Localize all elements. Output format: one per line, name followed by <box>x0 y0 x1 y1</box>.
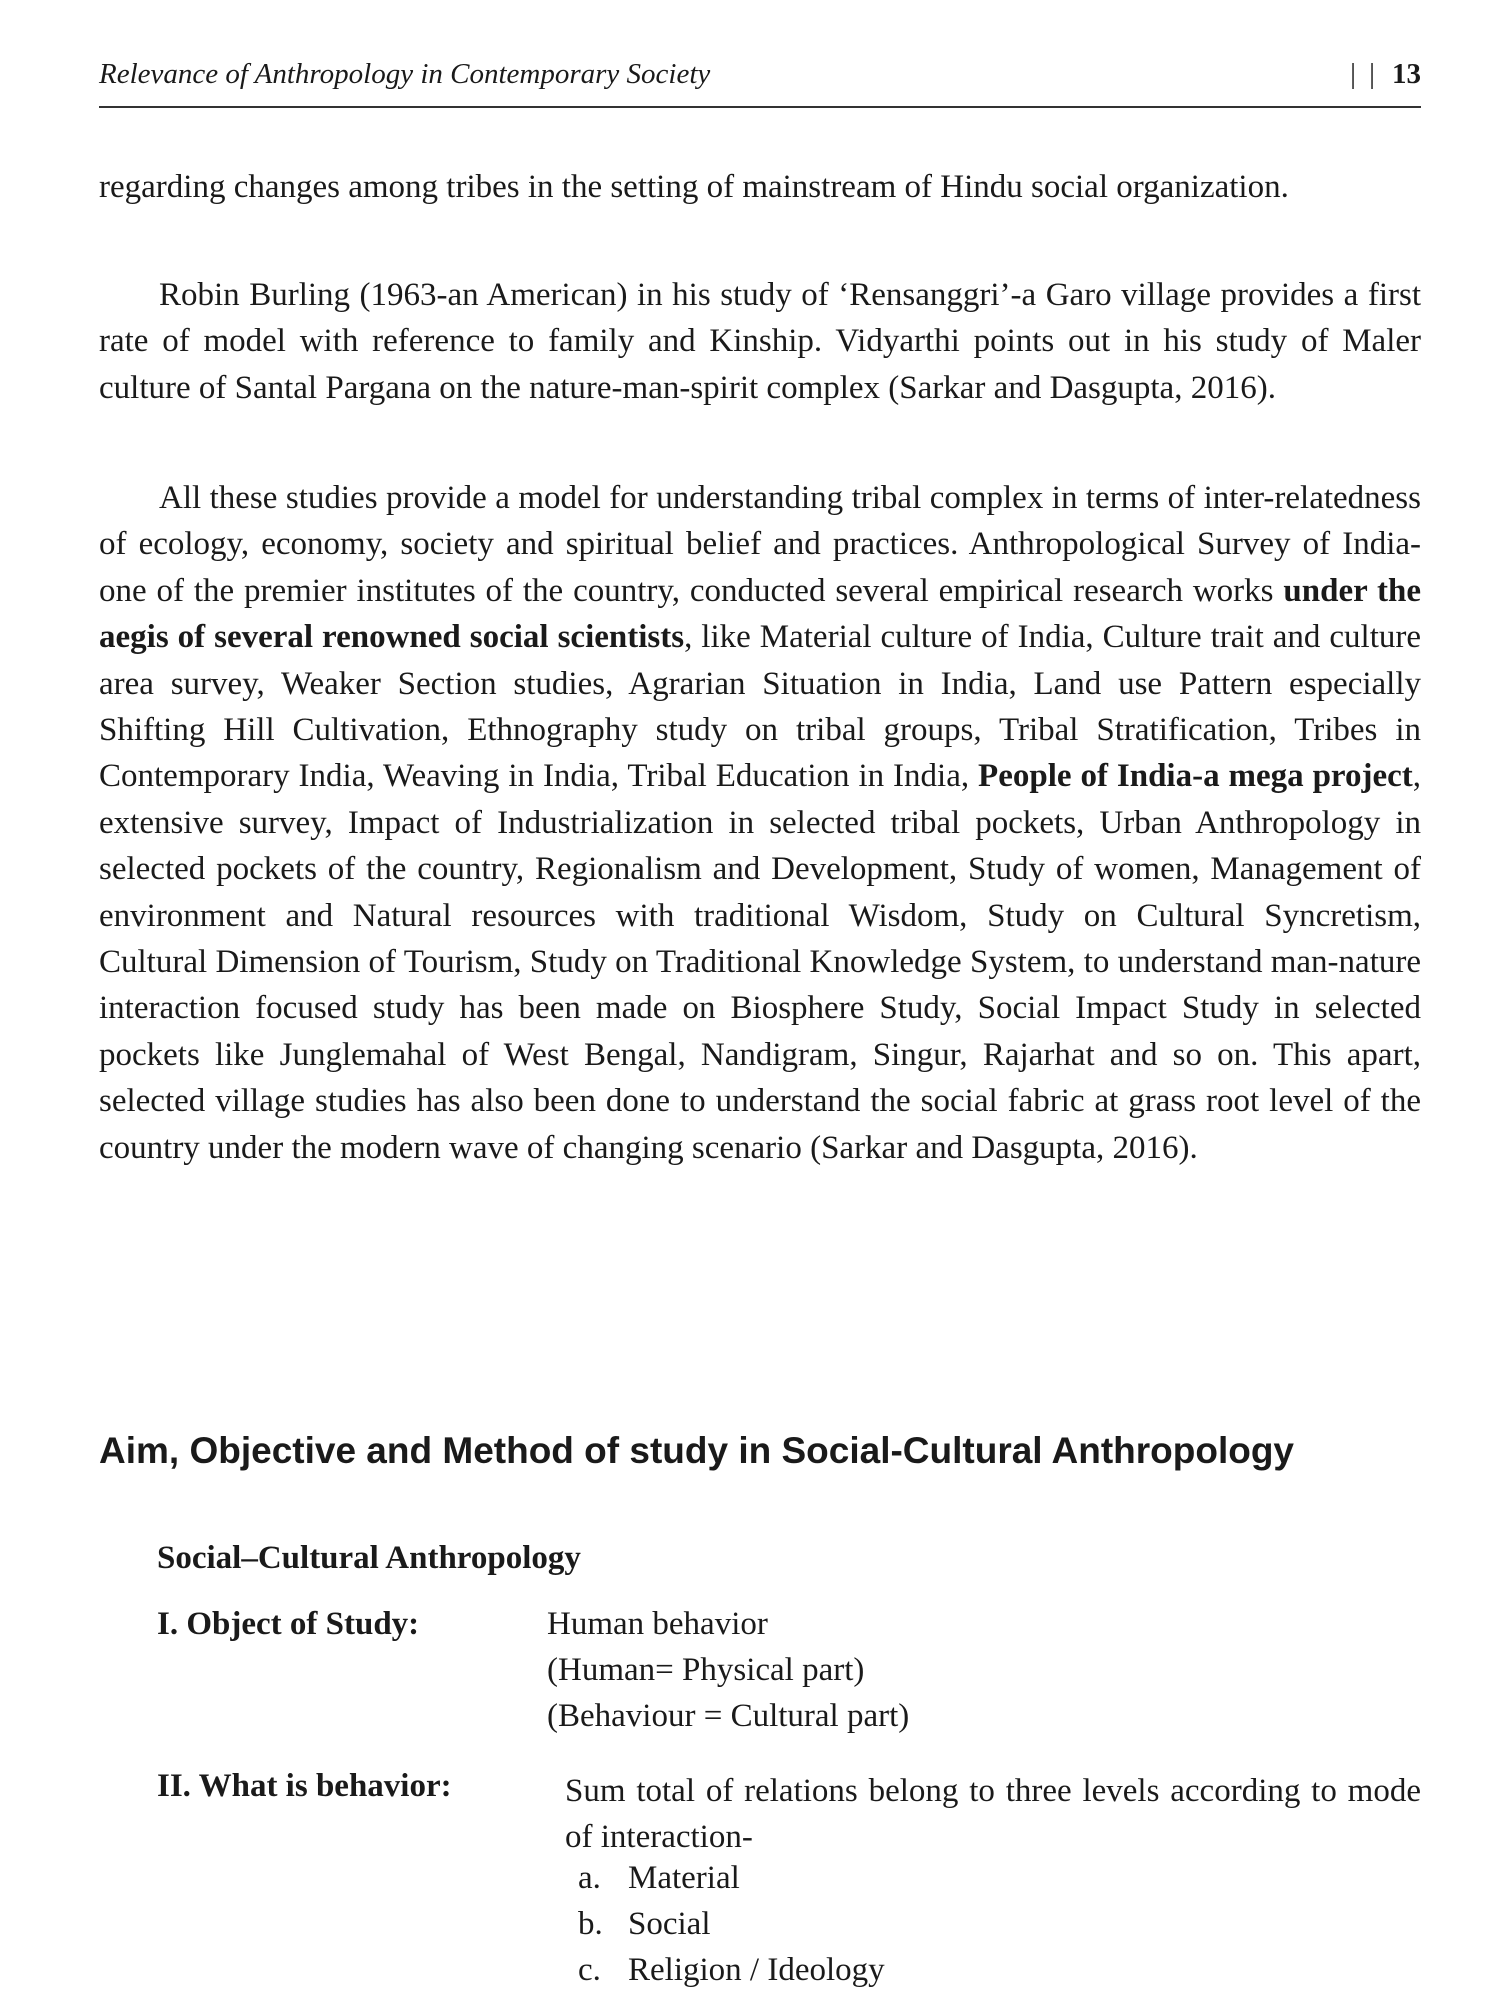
list-item-religion: Religion / Ideology <box>628 1952 885 1988</box>
object-of-study-line-3: (Behaviour = Cultural part) <box>547 1698 910 1734</box>
paragraph-3-text-1: All these studies provide a model for understanding tribal complex in terms of inter-relatedness of ecology, economy, society and spiritual belief and practices. Anthropological Survey of India-one of the premier institutes of the country, conducted several empirical research works <box>99 480 1421 609</box>
list-item-material: Material <box>628 1860 740 1896</box>
section-heading: Aim, Objective and Method of study in Social-Cultural Anthropology <box>99 1430 1295 1471</box>
object-of-study-line-1: Human behavior <box>547 1606 768 1642</box>
object-of-study-label: I. Object of Study: <box>157 1606 420 1642</box>
what-is-behavior-label: II. What is behavior: <box>157 1768 452 1804</box>
paragraph-3-text-2: , like Material culture of India, Culture trait and culture area survey, Weaker Section studies, Agrarian Situation in India, Land use Pattern especially Shifting Hill Cultivation, Ethnography study on tribal groups, Tribal Stratification, Tribes in Contemporary India, Weaving in India, Tribal Education in India, <box>99 619 1421 795</box>
paragraph-3-bold-1: under the aegis of several renowned social scientists <box>99 572 1421 656</box>
page-separator: | | <box>1350 58 1378 90</box>
paragraph-3 <box>99 475 1421 1171</box>
running-title: Relevance of Anthropology in Contemporary Society <box>99 58 711 90</box>
paragraph-2: Robin Burling (1963-an American) in his study of ‘Rensanggri’-a Garo village provides a first rate of model with reference to family and Kinship. Vidyarthi points out in his study of Maler culture of Santal Pargana on the nature-man-spirit complex (Sarkar and Dasgupta, 2016). <box>99 277 1421 406</box>
paragraph-3-bold-2: People of India-a mega project <box>978 758 1413 795</box>
object-of-study-line-2: (Human= Physical part) <box>547 1652 865 1688</box>
header-rule <box>99 106 1421 108</box>
list-marker-a: a. <box>578 1860 601 1896</box>
list-marker-c: c. <box>578 1952 601 1988</box>
what-is-behavior-text: Sum total of relations belong to three levels according to mode of interaction- <box>565 1773 1421 1855</box>
paragraph-3-text-3: , extensive survey, Impact of Industrialization in selected tribal pockets, Urban Anthropology in selected pockets of the country, Regionalism and Development, Study of women, Management of environment and Natural resources with traditional Wisdom, Study on Cultural Syncretism, Cultural Dimension of Tourism, Study on Traditional Knowledge System, to understand man-nature interaction focused study has been made on Biosphere Study, Social Impact Study in selected pockets like Junglemahal of West Bengal, Nandigram, Singur, Rajarhat and so on. This apart, selected village studies has also been done to understand the social fabric at grass root level of the country under the modern wave of changing scenario (Sarkar and Dasgupta, 2016). <box>99 758 1422 1166</box>
page-number: 13 <box>1392 58 1421 90</box>
running-header <box>99 58 1421 98</box>
list-marker-b: b. <box>578 1906 603 1942</box>
page-number-group <box>1350 58 1421 91</box>
sub-heading: Social–Cultural Anthropology <box>157 1540 581 1576</box>
list-item-social: Social <box>628 1906 711 1942</box>
paragraph-1: regarding changes among tribes in the setting of mainstream of Hindu social organization. <box>99 169 1289 205</box>
